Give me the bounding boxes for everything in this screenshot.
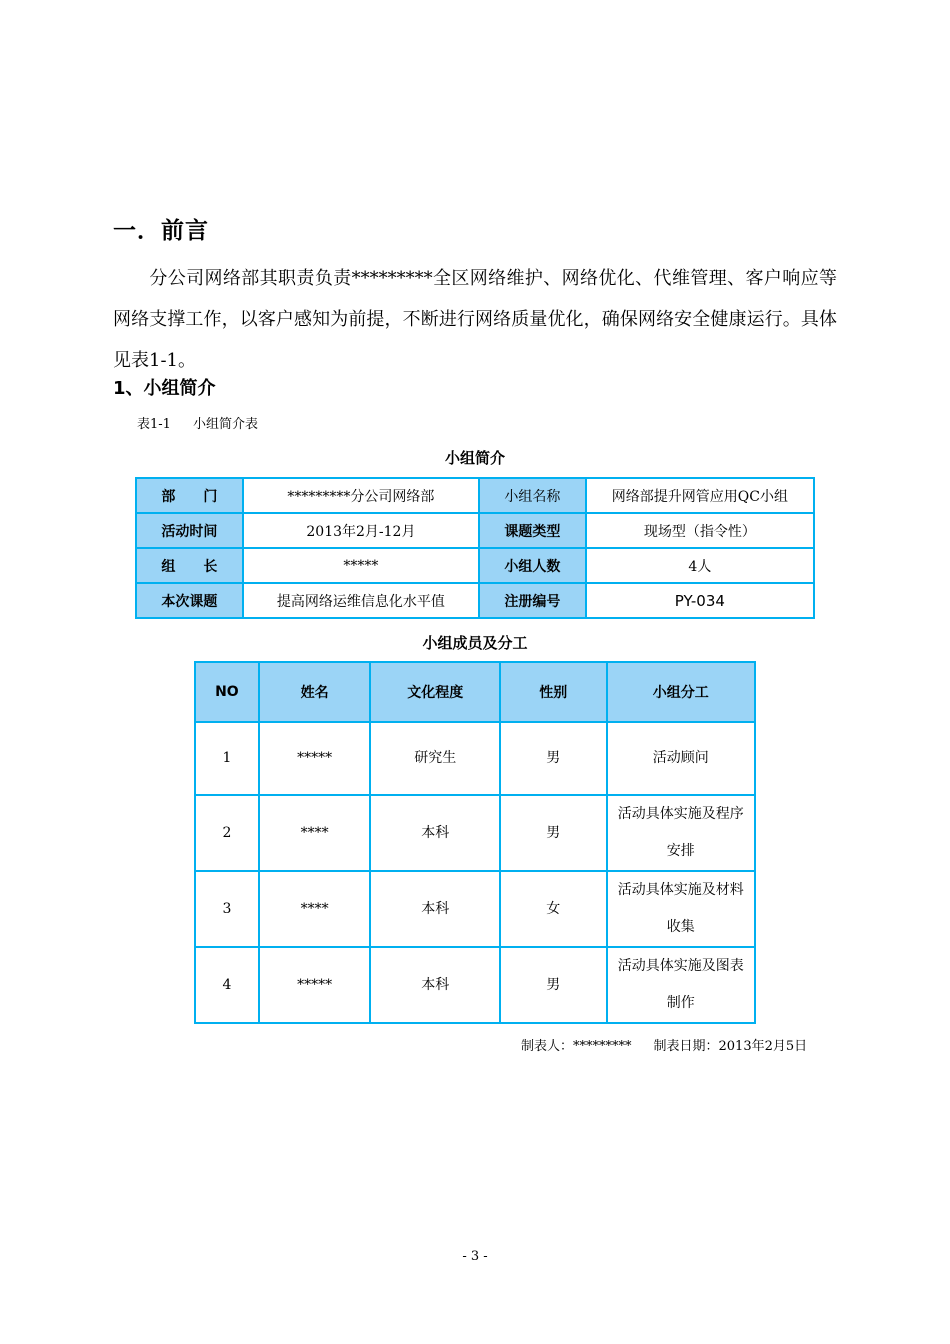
column-header: 文化程度 (370, 662, 499, 722)
table-cell-label: 活动时间 (136, 513, 243, 548)
column-header: 性别 (500, 662, 607, 722)
table-cell-value: 网络部提升网管应用QC小组 (586, 478, 814, 513)
table-row (195, 871, 755, 947)
members-table-title: 小组成员及分工 (422, 634, 528, 652)
table-row (136, 583, 814, 618)
table-header-row (195, 662, 755, 722)
intro-table (135, 477, 815, 619)
intro-paragraph (113, 258, 837, 381)
table-cell-value: *********分公司网络部 (243, 478, 479, 513)
table-cell: 活动具体实施及图表制作 (607, 947, 755, 1023)
table-cell: 男 (500, 795, 607, 871)
table-row (136, 548, 814, 583)
intro-table-title: 小组简介 (444, 449, 505, 467)
table-cell-label: 课题类型 (479, 513, 586, 548)
table-row (195, 722, 755, 795)
table-cell-label: 小组名称 (479, 478, 586, 513)
table-cell: **** (259, 795, 371, 871)
column-header: 小组分工 (607, 662, 755, 722)
table-date: 制表日期：2013年2月5日 (653, 1039, 808, 1054)
table-row (195, 795, 755, 871)
table-cell: 男 (500, 947, 607, 1023)
table-cell: 研究生 (370, 722, 499, 795)
table-row (136, 513, 814, 548)
table-cell-label: 部 门 (136, 478, 243, 513)
table-cell: 本科 (370, 871, 499, 947)
table-cell: 本科 (370, 795, 499, 871)
table-cell-value: 提高网络运维信息化水平值 (243, 583, 479, 618)
table-cell: 活动具体实施及程序安排 (607, 795, 755, 871)
table-cell: 活动顾问 (607, 722, 755, 795)
table-cell: ***** (259, 722, 371, 795)
intro-paragraph-text: 分公司网络部其职责负责*********全区网络维护、网络优化、代维管理、客户响应等网络支撑工作，以客户感知为前提，不断进行网络质量优化，确保网络安全健康运行。具体见表1-1。 (113, 268, 837, 371)
table-cell: ***** (259, 947, 371, 1023)
table-cell: 1 (195, 722, 259, 795)
table-cell-value: 2013年2月-12月 (243, 513, 479, 548)
table-footer-note (521, 1035, 807, 1054)
table-cell: 男 (500, 722, 607, 795)
members-table (194, 661, 756, 1024)
table-cell: 本科 (370, 947, 499, 1023)
table-cell-value: 现场型（指令性） (586, 513, 814, 548)
table-cell: 女 (500, 871, 607, 947)
table-caption (137, 413, 258, 432)
table-row (195, 947, 755, 1023)
table-cell-label: 本次课题 (136, 583, 243, 618)
table-cell-value: PY-034 (586, 583, 814, 618)
table-cell: 活动具体实施及材料收集 (607, 871, 755, 947)
column-header: 姓名 (259, 662, 371, 722)
table-cell-value: 4人 (586, 548, 814, 583)
table-row (136, 478, 814, 513)
table-caption-number: 表1-1 (137, 417, 171, 432)
page-number: - 3 - (462, 1249, 488, 1264)
section-title: 一．前言 (113, 218, 209, 244)
table-cell: 3 (195, 871, 259, 947)
table-cell-label: 组 长 (136, 548, 243, 583)
subsection-title: 1、小组简介 (113, 378, 216, 399)
table-cell: 2 (195, 795, 259, 871)
table-cell-label: 注册编号 (479, 583, 586, 618)
table-cell: 4 (195, 947, 259, 1023)
table-cell-label: 小组人数 (479, 548, 586, 583)
column-header: NO (195, 662, 259, 722)
table-cell: **** (259, 871, 371, 947)
table-caption-title: 小组简介表 (192, 417, 258, 432)
table-cell-value: ***** (243, 548, 479, 583)
table-maker: 制表人：********* (521, 1039, 632, 1054)
